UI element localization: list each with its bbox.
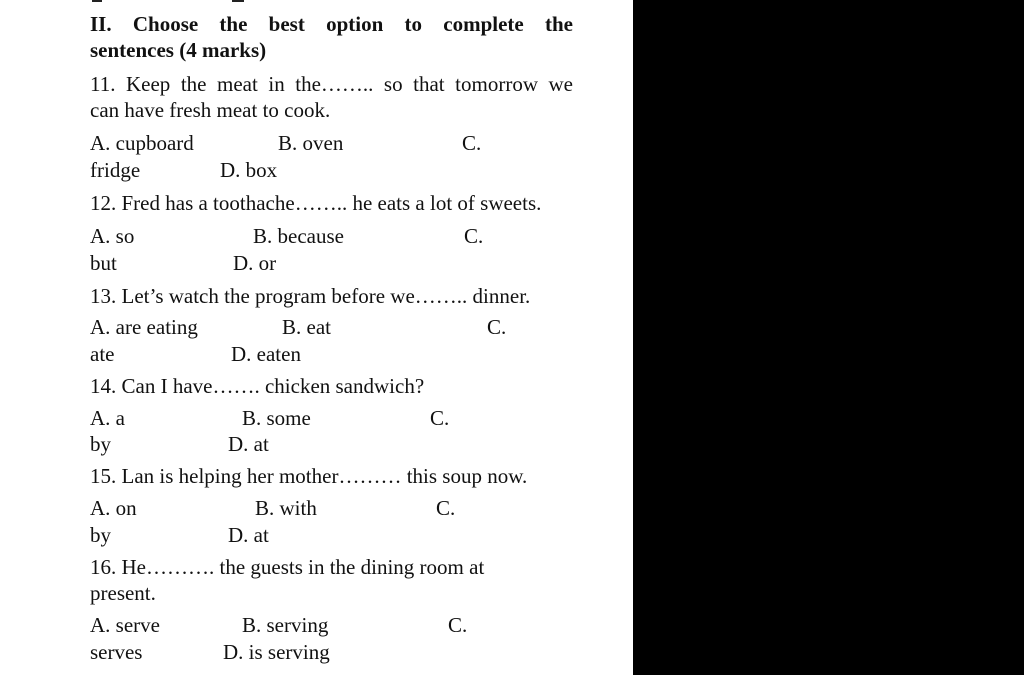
- question-15-option-c-text: by: [90, 523, 111, 547]
- question-16-option-c-text: serves: [90, 640, 143, 664]
- question-12-option-c-text: but: [90, 251, 117, 275]
- question-14-option-a: A. a: [90, 406, 125, 430]
- question-12-option-b: B. because: [253, 224, 344, 248]
- question-15-option-b: B. with: [255, 496, 317, 520]
- question-16-option-c: C.: [448, 613, 468, 637]
- question-11-option-a: A. cupboard: [90, 131, 194, 155]
- question-12-option-c: C.: [464, 224, 484, 248]
- cropped-text-artifact: [232, 0, 244, 2]
- question-12-option-a: A. so: [90, 224, 135, 248]
- question-13-option-d: D. eaten: [231, 342, 301, 366]
- question-16-text-line1: 16. He………. the guests in the dining room at: [90, 555, 485, 579]
- question-13-option-a: A. are eating: [90, 315, 198, 339]
- question-11-text-line2: can have fresh meat to cook.: [90, 98, 331, 122]
- section-heading-line2: sentences (4 marks): [90, 38, 267, 62]
- question-14-option-c: C.: [430, 406, 450, 430]
- section-heading-line1: II. Choose the best option to complete the: [90, 12, 573, 36]
- question-11-option-c: C.: [462, 131, 482, 155]
- question-15-option-d: D. at: [228, 523, 269, 547]
- cropped-text-artifact: [92, 0, 102, 2]
- question-14-text: 14. Can I have……. chicken sandwich?: [90, 374, 425, 398]
- question-16-text-line2: present.: [90, 581, 156, 605]
- question-11-text-line1: 11. Keep the meat in the…….. so that tomorrow we: [90, 72, 573, 96]
- question-13-option-b: B. eat: [282, 315, 331, 339]
- question-16-option-b: B. serving: [242, 613, 329, 637]
- question-15-option-a: A. on: [90, 496, 137, 520]
- question-14-option-d: D. at: [228, 432, 269, 456]
- question-16-option-a: A. serve: [90, 613, 160, 637]
- question-13-option-c-text: ate: [90, 342, 115, 366]
- question-11-option-d: D. box: [220, 158, 278, 182]
- question-12-text: 12. Fred has a toothache…….. he eats a lot of sweets.: [90, 191, 542, 215]
- question-11-option-c-text: fridge: [90, 158, 141, 182]
- question-15-text: 15. Lan is helping her mother……… this soup now.: [90, 464, 528, 488]
- question-16-option-d: D. is serving: [223, 640, 330, 664]
- black-margin-panel: [633, 0, 1024, 675]
- question-12-option-d: D. or: [233, 251, 277, 275]
- question-13-option-c: C.: [487, 315, 507, 339]
- question-14-option-c-text: by: [90, 432, 111, 456]
- question-11-option-b: B. oven: [278, 131, 344, 155]
- question-15-option-c: C.: [436, 496, 456, 520]
- question-13-text: 13. Let’s watch the program before we…….. dinner.: [90, 284, 531, 308]
- question-14-option-b: B. some: [242, 406, 311, 430]
